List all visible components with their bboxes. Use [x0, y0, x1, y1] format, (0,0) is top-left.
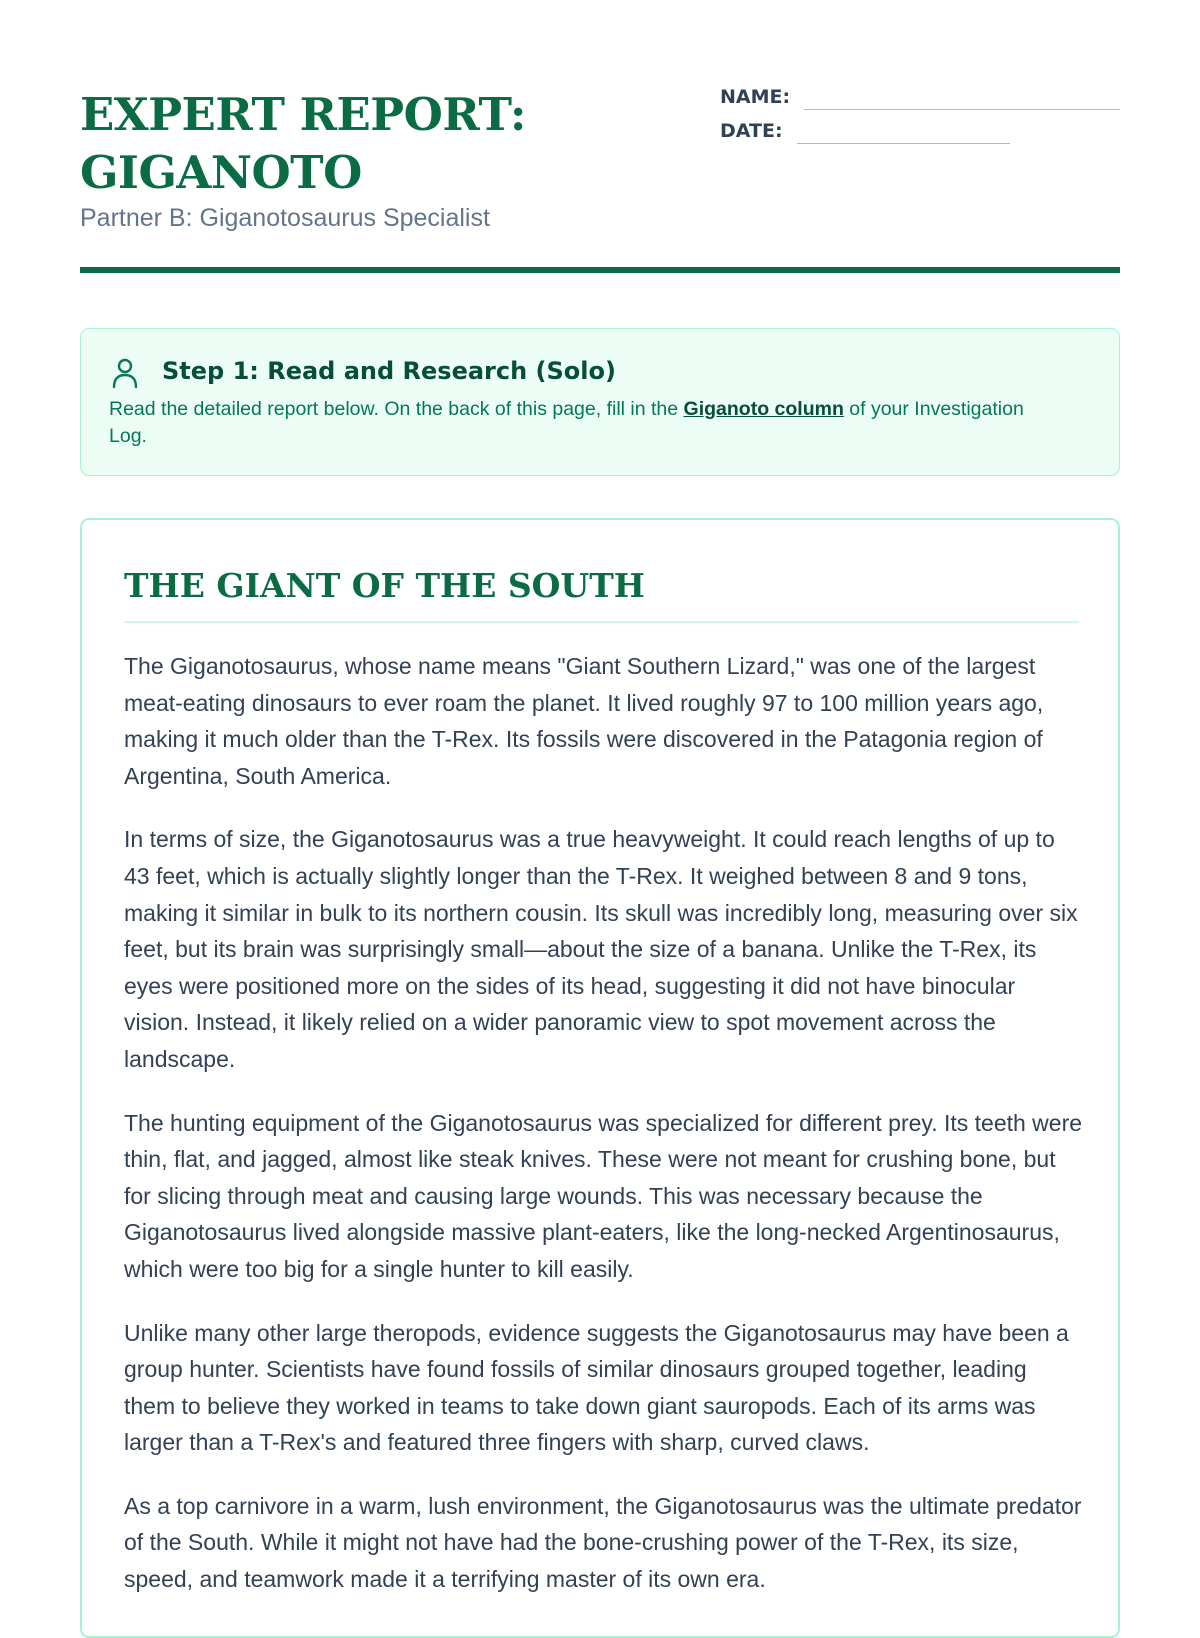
page-subtitle: Partner B: Giganotosaurus Specialist: [80, 204, 490, 232]
report-body: [124, 648, 1084, 1625]
name-line[interactable]: [804, 87, 1120, 110]
name-label: NAME:: [720, 86, 791, 108]
step-instructions: [80, 328, 1120, 476]
page-title: EXPERT REPORT: GIGANOTO: [80, 88, 526, 199]
step-text-after: of your Investigation Log.: [109, 398, 1024, 447]
step-title: Step 1: Read and Research (Solo): [162, 357, 616, 385]
report-title-divider: [124, 621, 1079, 623]
report-paragraph: Unlike many other large theropods, evidence suggests the Giganotosaurus may have been a group hunter. Scientists have found fossils of similar dinosaurs grouped together, leading them to believe they worked in teams to take down giant sauropods. Each of its arms was larger than a T-Rex's and featured three fingers with sharp, curved claws.: [124, 1319, 1069, 1456]
header-divider: [80, 267, 1120, 273]
header: [80, 80, 1120, 280]
date-line[interactable]: [797, 121, 1010, 144]
report-title: THE GIANT OF THE SOUTH: [124, 566, 645, 605]
name-field: [720, 80, 1120, 110]
step-text: [109, 396, 1059, 450]
report-paragraph: The Giganotosaurus, whose name means "Giant Southern Lizard," was one of the largest meat-eating dinosaurs to ever roam the planet. It lived roughly 97 to 100 million years ago, making it much older than the T-Rex. Its fossils were discovered in the Patagonia region of Argentina, South America.: [124, 653, 1044, 789]
report-paragraph: In terms of size, the Giganotosaurus was a true heavyweight. It could reach lengths of up to 43 feet, which is actually slightly longer than the T-Rex. It weighed between 8 and 9 tons, making it similar in bulk to its northern cousin. Its skull was incredibly long, measuring over six feet, but its brain was surprisingly small—about the size of a banana. Unlike the T-Rex, its eyes were positioned more on the sides of its head, suggesting it did not have binocular vision. Instead, it likely relied on a wider panoramic view to spot movement across the landscape.: [124, 826, 1078, 1072]
giganoto-column-link[interactable]: Giganoto column: [683, 398, 844, 420]
user-icon: [111, 357, 139, 389]
report-card: [80, 518, 1120, 1638]
date-label: DATE:: [720, 120, 783, 142]
report-paragraph: The hunting equipment of the Giganotosaurus was specialized for different prey. Its teeth were thin, flat, and jagged, almost like steak knives. These were not meant for crushing bone, but for slicing through meat and causing large wounds. This was necessary because the Giganotosaurus lived alongside massive plant-eaters, like the long-necked Argentinosaurus, which were too big for a single hunter to kill easily.: [124, 1109, 1083, 1282]
step-text-before: Read the detailed report below. On the back of this page, fill in the: [109, 398, 684, 420]
date-field: [720, 114, 1010, 144]
report-paragraph: As a top carnivore in a warm, lush environment, the Giganotosaurus was the ultimate predator of the South. While it might not have had the bone-crushing power of the T-Rex, its size, speed, and teamwork made it a terrifying master of its own era.: [124, 1492, 1082, 1593]
